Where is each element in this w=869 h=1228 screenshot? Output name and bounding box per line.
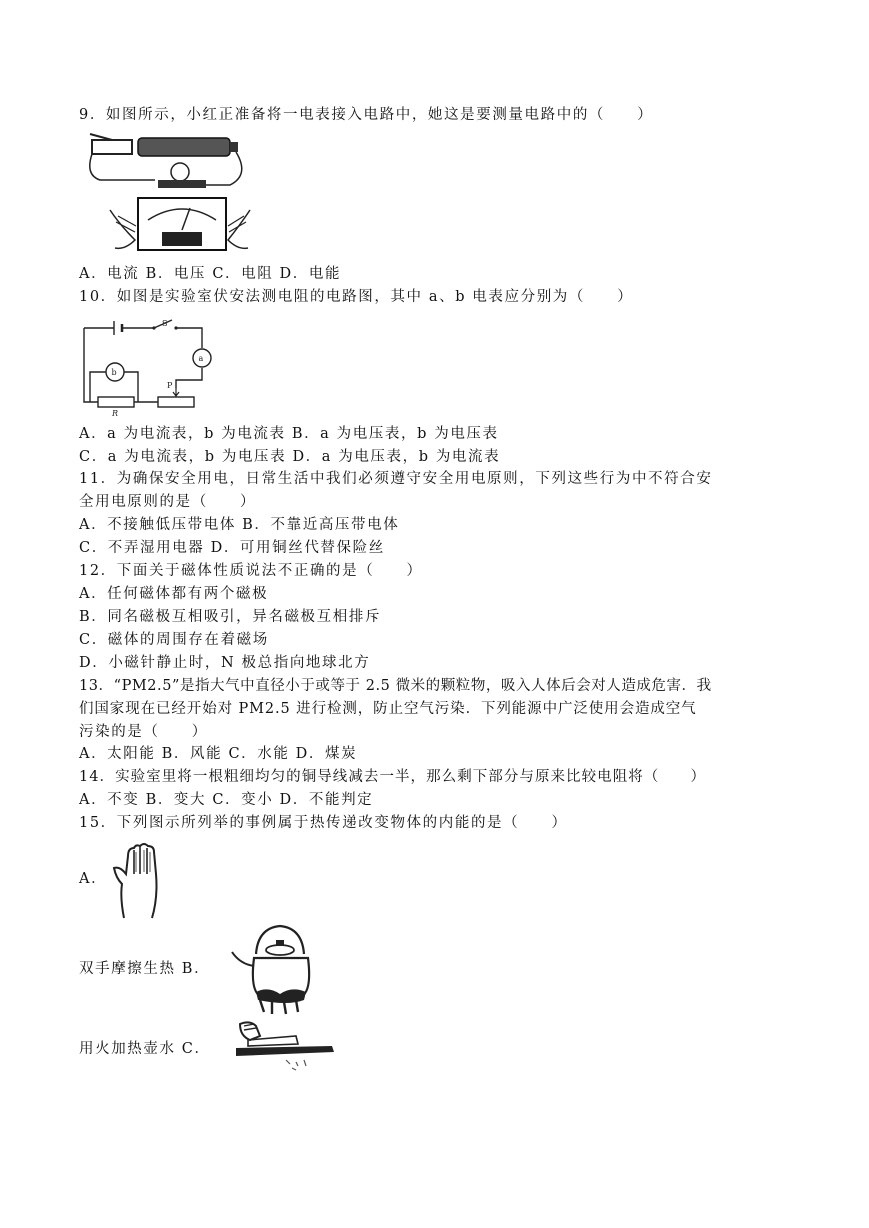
- q13-stem-line3: 污染的是（ ）: [79, 724, 208, 740]
- q12-stem: 12．下面关于磁体性质说法不正确的是（ ）: [79, 563, 423, 579]
- q11-stem-line2: 全用电原则的是（ ）: [79, 494, 257, 510]
- q15-sawing-wood-figure: [226, 1018, 341, 1078]
- q11-options-1: A．不接触低压带电体 B．不靠近高压带电体: [79, 517, 400, 533]
- q12-option-a: A．任何磁体都有两个磁极: [79, 586, 269, 602]
- q9-ammeter-circuit-figure: [80, 130, 270, 260]
- switch-label: S: [162, 319, 168, 328]
- q14-options: A．不变 B．变大 C．变小 D．不能判定: [79, 792, 374, 808]
- q15-kettle-on-fire-figure: [228, 920, 328, 1016]
- q10-options-1: A．a 为电流表，b 为电流表 B．a 为电压表，b 为电压表: [79, 426, 499, 442]
- q15-caption-b-option-c-label: 用火加热壶水 C．: [79, 1041, 211, 1057]
- q13-stem-line1: 13．“PM2.5”是指大气中直径小于或等于 2.5 微米的颗粒物，吸入人体后会对人造成危害．我: [79, 678, 712, 694]
- q13-stem-line2: 们国家现在已经开始对 PM2.5 进行检测，防止空气污染．下列能源中广泛使用会造成空气: [79, 701, 697, 717]
- q11-options-2: C．不弄湿用电器 D．可用铜丝代替保险丝: [79, 540, 385, 556]
- q11-stem-line1: 11．为确保安全用电，日常生活中我们必须遵守安全用电原则，下列这些行为中不符合安: [79, 471, 713, 487]
- q10-stem: 10．如图是实验室伏安法测电阻的电路图，其中 a、b 电表应分别为（ ）: [79, 289, 634, 305]
- q15-stem: 15．下列图示所列举的事例属于热传递改变物体的内能的是（ ）: [79, 815, 568, 831]
- q10-options-2: C．a 为电流表，b 为电压表 D．a 为电压表，b 为电流表: [79, 449, 501, 465]
- meter-a-label: a: [198, 354, 204, 363]
- meter-b-label: b: [111, 368, 117, 377]
- q9-options: A．电流 B．电压 C．电阻 D．电能: [79, 266, 342, 282]
- q12-option-b: B．同名磁极互相吸引，异名磁极互相排斥: [79, 609, 382, 625]
- q15-option-a-label: A．: [79, 871, 108, 887]
- q12-option-d: D．小磁针静止时，N 极总指向地球北方: [79, 655, 371, 671]
- q14-stem: 14．实验室里将一根粗细均匀的铜导线减去一半，那么剩下部分与原来比较电阻将（ ）: [79, 769, 706, 785]
- resistor-label: R: [112, 409, 119, 418]
- q12-option-c: C．磁体的周围存在着磁场: [79, 632, 269, 648]
- q10-circuit-diagram: [76, 318, 216, 418]
- q9-stem: 9．如图所示，小红正准备将一电表接入电路中，她这是要测量电路中的（ ）: [79, 107, 654, 123]
- q15-hands-rubbing-figure: [106, 838, 176, 920]
- slider-label: P: [167, 381, 173, 390]
- q15-caption-a-option-b-label: 双手摩擦生热 B．: [79, 961, 211, 977]
- q13-options: A．太阳能 B．风能 C．水能 D．煤炭: [79, 746, 358, 762]
